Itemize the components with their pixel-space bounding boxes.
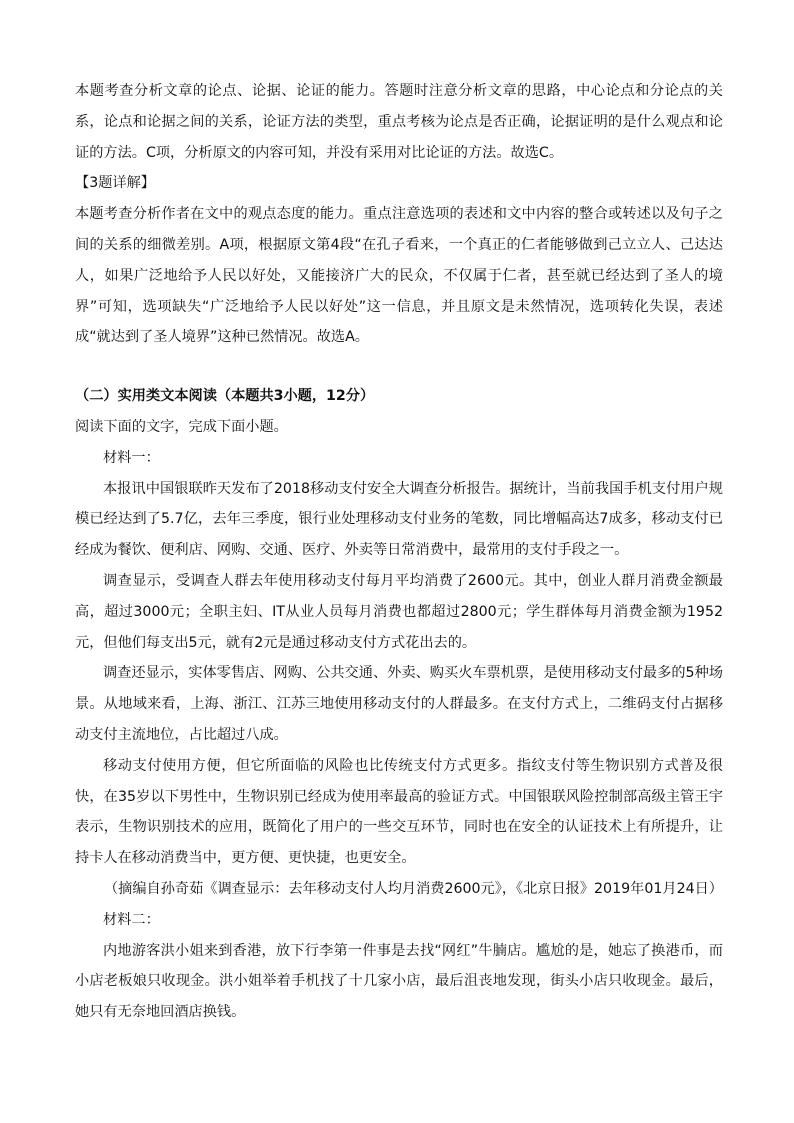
material-1-paragraph-4: 移动支付使用方便，但它所面临的风险也比传统支付方式更多。指纹支付等生物识别方式普及很快，在35岁以下男性中，生物识别已经成为使用率最高的验证方式。中国银联风险控制部高级主管王宇表示，生物识别技术的应用，既简化了用户的一些交互环节，同时也在安全的认证技术上有所提升，让持卡人在移动消费当中，更方便、更快捷，也更安全。 [75,757,723,867]
section-spacer [75,353,723,381]
material-1-label: 材料一： [103,449,160,466]
document-page [75,76,723,1028]
material-1-paragraph-3: 调查还显示，实体零售店、网购、公共交通、外卖、购买火车票机票，是使用移动支付最多的5种场景。从地域来看，上海、浙江、江苏三地使用移动支付的人群最多。在支付方式上，二维码支付占据移动支付主流地位，占比超过八成。 [75,665,723,743]
section-instruction: 阅读下面的文字，完成下面小题。 [75,418,288,435]
analysis-paragraph: 本题考查分析文章的论点、论据、论证的能力。答题时注意分析文章的思路，中心论点和分论点的关系，论点和论据之间的关系，论证方法的类型，重点考核为论点是否正确，论据证明的是什么观点和论证的方法。C项，分析原文的内容可知，并没有采用对比论证的方法。故选C。 [75,83,723,161]
material-2-label: 材料二： [103,911,160,928]
material-1-paragraph-2: 调查显示，受调查人群去年使用移动支付每月平均消费了2600元。其中，创业人群月消费金额最高，超过3000元；全职主妇、IT从业人员每月消费也都超过2800元；学生群体每月消费金额为1952元，但他们每支出5元，就有2元是通过移动支付方式花出去的。 [75,572,723,651]
material-1-source: （摘编自孙奇茹《调查显示：去年移动支付人均月消费2600元》，《北京日报》2019年01月24日） [103,880,723,897]
question-3-heading: 【3题详解】 [75,175,155,192]
section-title: （二）实用类文本阅读（本题共3小题，12分） [75,388,375,405]
material-2-paragraph-1: 内地游客洪小姐来到香港，放下行李第一件事是去找“网红”牛腩店。尴尬的是，她忘了换港币，而小店老板娘只收现金。洪小姐举着手机找了十几家小店，最后沮丧地发现，街头小店只收现金。最后，她只有无奈地回酒店换钱。 [75,942,723,1021]
material-1-paragraph-1: 本报讯中国银联昨天发布了2018移动支付安全大调查分析报告。据统计，当前我国手机支付用户规模已经达到了5.7亿，去年三季度，银行业处理移动支付业务的笔数，同比增幅高达7成多，移动支付已经成为餐饮、便利店、网购、交通、医疗、外卖等日常消费中，最常用的支付手段之一。 [75,480,723,559]
question-3-explanation: 本题考查分析作者在文中的观点态度的能力。重点注意选项的表述和文中内容的整合或转述以及句子之间的关系的细微差别。A项，根据原文第4段“在孔子看来，一个真正的仁者能够做到己立立人、己达达人，如果广泛地给予人民以好处，又能接济广大的民众，不仅属于仁者，甚至就已经达到了圣人的境界”可知，选项缺失“广泛地给予人民以好处”这一信息，并且原文是未然情况，选项转化失误，表述成“就达到了圣人境界”这种已然情况。故选A。 [75,206,723,346]
